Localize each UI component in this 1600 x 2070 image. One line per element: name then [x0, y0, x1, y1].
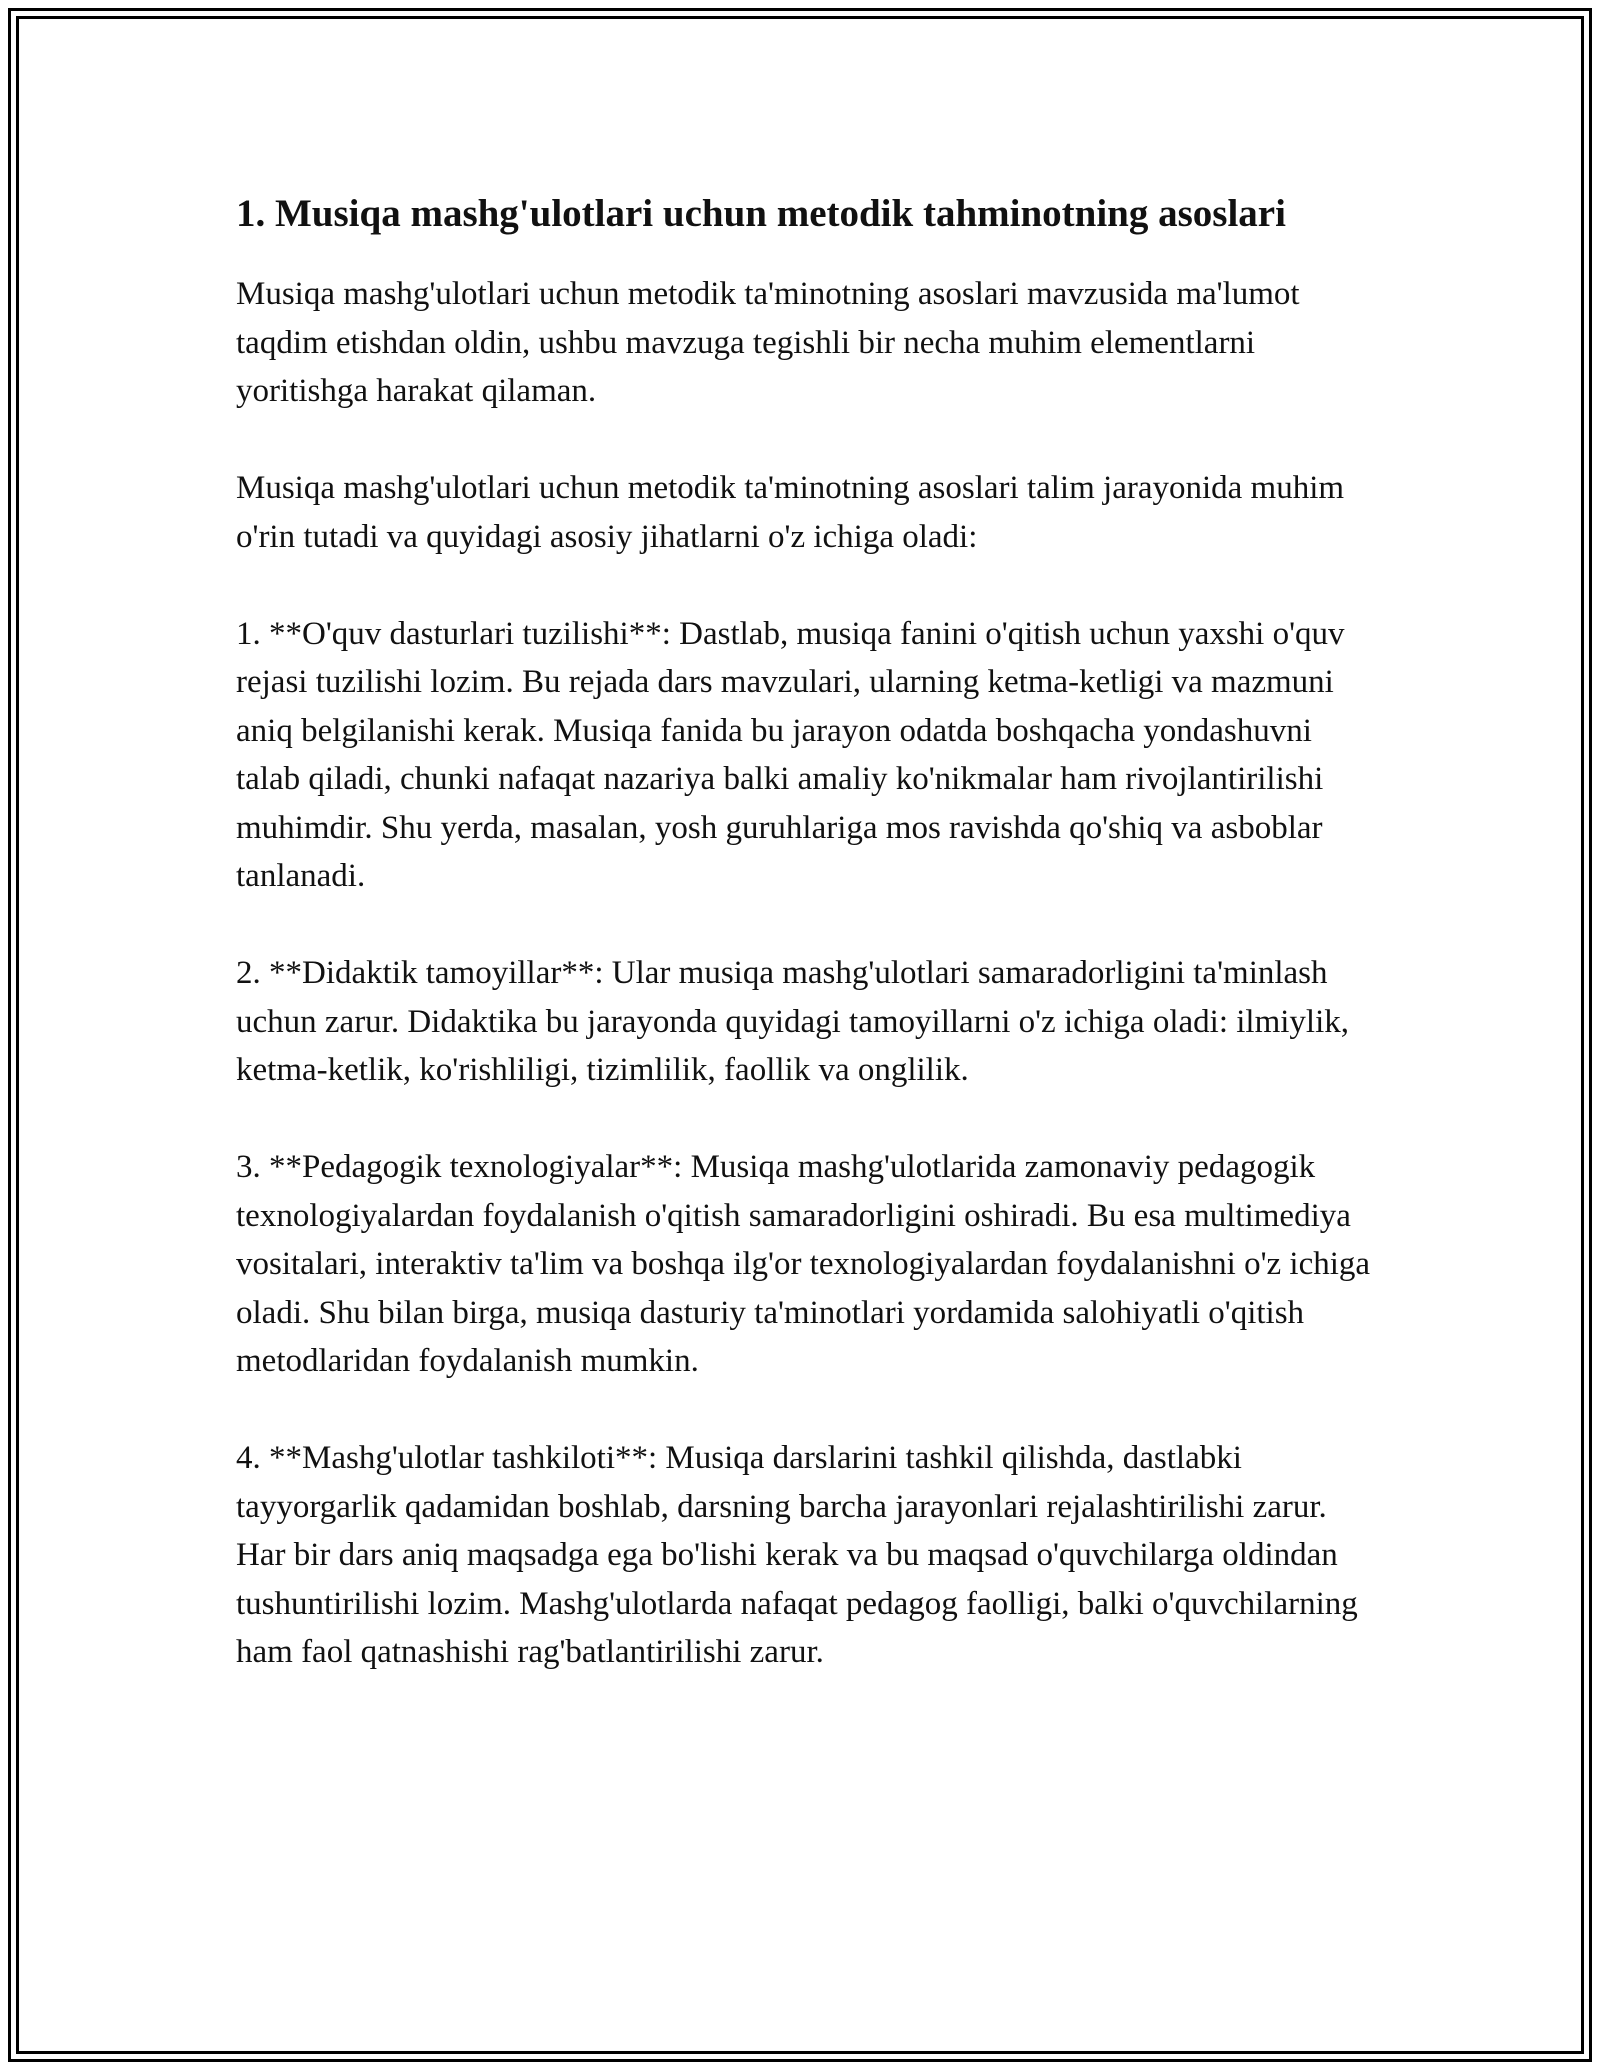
intro-paragraph: Musiqa mashg'ulotlari uchun metodik ta'minotning asoslari mavzusida ma'lumot taqdim etishdan oldin, ushbu mavzuga tegishli bir necha muhim elementlarni yoritishga harakat qilaman. [236, 276, 1300, 409]
list-item-lesson-organization: 4. **Mashg'ulotlar tashkiloti**: Musiqa darslarini tashkil qilishda, dastlabki tayyorgarlik qadamidan boshlab, darsning barcha jarayonlari rejalashtirilishi zarur. Har bir dars aniq maqsadga ega bo'lishi kerak va bu maqsad o'quvchilarga oldindan tushuntirilishi lozim. Mashg'ulotlarda nafaqat pedagog faolligi, balki o'quvchilarning ham faol qatnashishi rag'batlantirilishi zarur. [236, 1440, 1358, 1670]
list-item-pedagogical-technologies: 3. **Pedagogik texnologiyalar**: Musiqa mashg'ulotlarida zamonaviy pedagogik texnologiyalardan foydalanish o'qitish samaradorligini oshiradi. Bu esa multimediya vositalari, interaktiv ta'lim va boshqa ilg'or texnologiyalardan foydalanishni o'z ichiga oladi. Shu bilan birga, musiqa dasturiy ta'minotlari yordamida salohiyatli o'qitish metodlaridan foydalanish mumkin. [236, 1149, 1371, 1379]
list-item-curriculum: 1. **O'quv dasturlari tuzilishi**: Dastlab, musiqa fanini o'qitish uchun yaxshi o'quv rejasi tuzilishi lozim. Bu rejada dars mavzulari, ularning ketma-ketligi va mazmuni aniq belgilanishi kerak. Musiqa fanida bu jarayon odatda boshqacha yondashuvni talab qiladi, chunki nafaqat nazariya balki amaliy ko'nikmalar ham rivojlantirilishi muhimdir. Shu yerda, masalan, yosh guruhlariga mos ravishda qo'shiq va asboblar tanlanadi. [236, 615, 1345, 894]
list-item-didactic-principles: 2. **Didaktik tamoyillar**: Ular musiqa mashg'ulotlari samaradorligini ta'minlash uchun zarur. Didaktika bu jarayonda quyidagi tamoyillarni o'z ichiga oladi: ilmiylik, ketma-ketlik, ko'rishliligi, tizimlilik, faollik va onglilik. [236, 955, 1349, 1088]
document-body [236, 188, 1376, 1725]
overview-paragraph: Musiqa mashg'ulotlari uchun metodik ta'minotning asoslari talim jarayonida muhim o'rin tutadi va quyidagi asosiy jihatlarni o'z ichiga oladi: [236, 470, 1345, 555]
section-heading: 1. Musiqa mashg'ulotlari uchun metodik tahminotning asoslari [236, 192, 1286, 235]
